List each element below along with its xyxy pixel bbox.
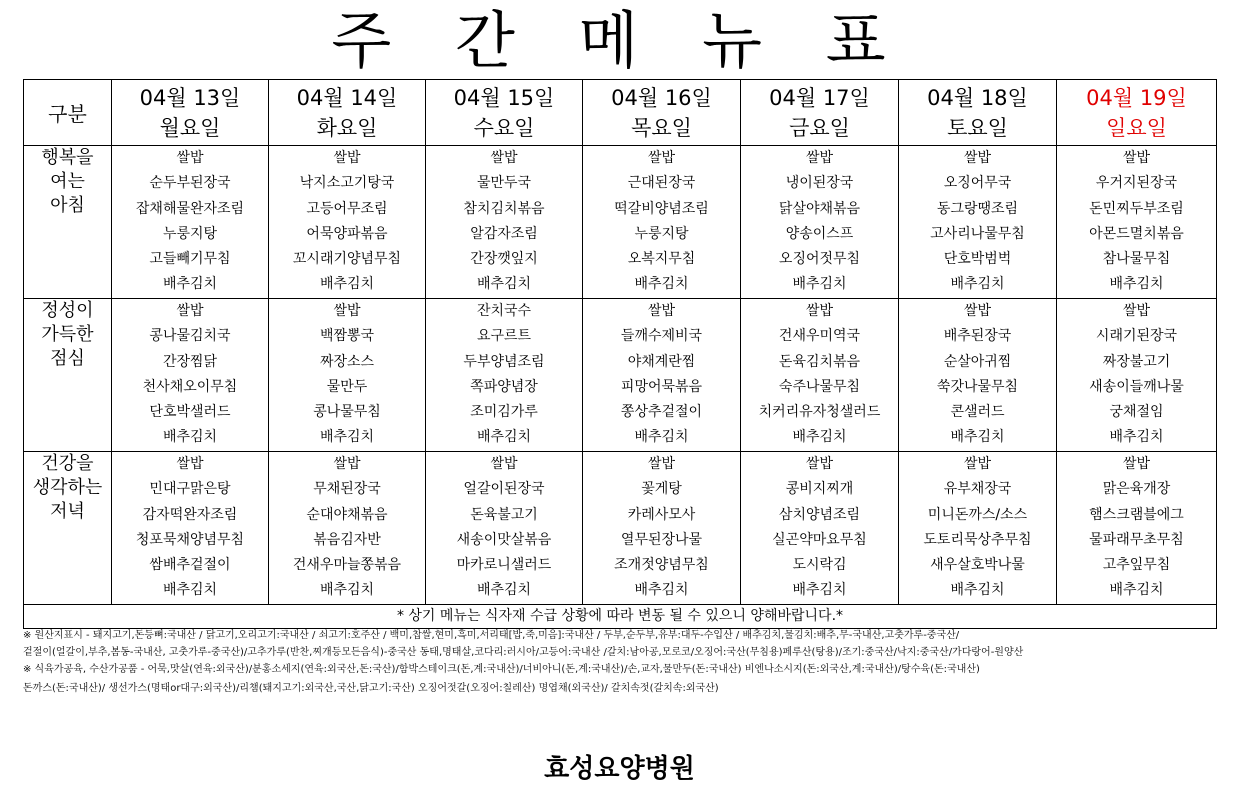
menu-item: 배추김치 [319,276,375,293]
breakfast-label [24,146,112,299]
note-row [24,605,1217,629]
day-name: 토요일 [947,116,1008,140]
menu-item: 고들빼기무침 [149,251,231,268]
meal-label-line: 가득한 [41,324,94,345]
menu-item: 간장찜닭 [162,353,218,370]
menu-item: 쌀밥 [176,456,204,472]
menu-item: 쌈배추겉절이 [149,557,231,574]
menu-item: 콘샐러드 [950,404,1005,421]
menu-item: 아몬드멸치볶음 [1089,225,1184,242]
menu-item: 꽃게탕 [641,481,682,498]
meal-label-line: 점심 [50,348,85,369]
menu-item: 쌀밥 [333,456,361,472]
menu-item: 단호박범벅 [943,251,1012,268]
menu-item: 쪽파양념장 [470,378,538,395]
menu-item: 새송이맛살볶음 [456,531,552,548]
breakfast-row [24,146,1217,299]
menu-item: 실곤약마요무침 [772,531,867,548]
menu-item: 오복지무침 [627,251,696,268]
menu-item: 햄스크램블에그 [1089,506,1184,523]
menu-item: 쌀밥 [333,150,361,166]
menu-item: 배추김치 [1109,429,1164,446]
menu-item: 쌀밥 [647,303,676,319]
menu-item: 야채계란찜 [627,353,696,370]
menu-item: 콩비지찌개 [785,481,854,498]
lunch-menu-cell [583,299,741,452]
menu-item: 냉이된장국 [785,175,854,192]
dinner-menu-cell [741,452,899,605]
menu-item: 순두부된장국 [149,175,231,192]
menu-item: 누룽지탕 [634,225,689,242]
menu-item: 누룽지탕 [162,225,218,242]
day-date: 04월 13일 [139,86,241,110]
menu-item: 배추김치 [162,429,218,446]
menu-item: 볶음김자반 [313,531,381,548]
menu-item: 고등어무조림 [306,200,388,217]
menu-item: 배추김치 [1109,276,1164,293]
menu-item: 배추김치 [950,582,1005,599]
menu-item: 배추김치 [634,429,689,446]
menu-item: 알감자조림 [470,225,538,242]
menu-item: 꼬시래기양념무침 [292,251,402,268]
menu-item: 삼치양념조림 [778,506,861,523]
menu-item: 근대된장국 [627,175,696,192]
day-date: 04월 14일 [296,86,398,110]
origin-line: 돈까스(돈:국내산)/ 생선가스(명태or대구:외국산)/리챔(돼지고기:외국산,국산,닭고기:국산) 오징어젓갈(오징어:칠레산) 명엽채(외국산)/ 갈치속젓(갈치속:외국산) [23,683,719,694]
day-name: 목요일 [631,116,692,140]
day-name: 일요일 [1106,116,1167,140]
breakfast-menu-cell [583,146,741,299]
menu-item: 돈육김치볶음 [778,353,861,370]
menu-item: 배추김치 [792,276,847,293]
menu-item: 순살아귀찜 [943,353,1012,370]
menu-item: 시래기된장국 [1095,328,1178,345]
meal-label-line: 정성이 [41,300,94,321]
day-date: 04월 19일 [1086,86,1187,110]
menu-item: 우거지된장국 [1095,175,1178,192]
menu-item: 동그랑땡조림 [936,200,1019,217]
menu-item: 배추김치 [1109,582,1164,599]
header-row [24,80,1217,146]
menu-item: 양송이스프 [785,225,854,242]
menu-item: 돈육불고기 [470,506,538,523]
menu-item: 두부양념조림 [463,353,545,370]
meal-label-line: 건강을 [41,453,94,474]
menu-item: 배추김치 [476,429,532,446]
menu-item: 배추김치 [634,276,689,293]
menu-item: 천사채오이무침 [142,378,238,395]
menu-item: 새송이들깨나물 [1089,378,1184,395]
menu-item: 건새우미역국 [778,328,861,345]
menu-item: 배추된장국 [943,328,1012,345]
menu-item: 감자떡완자조림 [142,506,238,523]
origin-line: 겉절이(얼갈이,부추,봄동-국내산, 고춧가루-중국산)/고추가루(반찬,찌개등모든음식)-중국산 동태,명태살,코다리:러시아/고등어:국내산 /갈치:남아공,모로코/오징어:국산(무침용)페루산(탕용)/조기:중국산/낙지:중국산/가다랑어-원양산 [23,647,1024,658]
menu-item: 쌀밥 [963,456,992,472]
menu-item: 오징어젓무침 [778,251,861,268]
lunch-menu-cell [112,299,269,452]
day-header-holiday [1057,80,1217,146]
category-header: 구분 [24,80,112,146]
day-date: 04월 16일 [611,86,712,110]
menu-item: 새우살호박나물 [930,557,1025,574]
lunch-menu-cell [741,299,899,452]
dinner-menu-cell [112,452,269,605]
menu-item: 배추김치 [792,582,847,599]
day-date: 04월 18일 [927,86,1028,110]
lunch-menu-cell [426,299,583,452]
breakfast-menu-cell [269,146,426,299]
menu-item: 짜장소스 [319,353,375,370]
menu-item: 쑥갓나물무침 [936,378,1019,395]
menu-item: 쌀밥 [490,456,518,472]
menu-item: 열무된장나물 [620,531,703,548]
menu-item: 떡갈비양념조림 [614,200,709,217]
day-header [741,80,899,146]
lunch-menu-cell [269,299,426,452]
menu-item: 배추김치 [476,582,532,599]
dinner-label [24,452,112,605]
menu-item: 배추김치 [950,429,1005,446]
menu-item: 쫑상추겉절이 [620,404,703,421]
page-title: 주 간 메 뉴 표 [331,4,908,77]
menu-item: 마카로니샐러드 [456,557,552,574]
menu-item: 요구르트 [476,328,532,345]
day-name: 수요일 [473,116,535,140]
lunch-row [24,299,1217,452]
menu-item: 맑은육개장 [1102,481,1171,498]
meal-label-line: 행복을 [41,147,94,168]
menu-item: 짜장불고기 [1102,353,1171,370]
menu-item: 고추잎무침 [1102,557,1171,574]
menu-item: 쌀밥 [333,303,361,319]
day-date: 04월 15일 [453,86,555,110]
meal-label-line: 저녁 [50,501,85,522]
menu-item: 콩나물김치국 [149,328,231,345]
menu-item: 들깨수제비국 [620,328,703,345]
dinner-menu-cell [583,452,741,605]
menu-item: 얼갈이된장국 [463,481,545,498]
menu-change-note: * 상기 메뉴는 식자재 수급 상황에 따라 변동 될 수 있으니 양해바랍니다.* [24,605,1217,629]
menu-item: 오징어무국 [943,175,1012,192]
menu-item: 참나물무침 [1102,251,1171,268]
menu-item: 쌀밥 [963,303,992,319]
menu-item: 물만두국 [476,175,532,192]
menu-item: 피망어묵볶음 [620,378,703,395]
menu-item: 배추김치 [950,276,1005,293]
menu-item: 참치김치볶음 [463,200,545,217]
menu-item: 돈민찌두부조림 [1089,200,1184,217]
lunch-label [24,299,112,452]
menu-item: 숙주나물무침 [778,378,861,395]
origin-line: ※ 식육가공육, 수산가공품 - 어묵,맛살(연육:외국산)/분홍소세지(연육:외국산,돈:국산)/함박스테이크(돈,계:국내산)/너비아니(돈,계:국내산)/손,교자,물만두(돈:국내산) 비엔나소시지(돈:외국산,계:국내산)/탕수육(돈:국내산) [23,664,980,675]
menu-item: 쌀밥 [805,150,834,166]
day-name: 월요일 [159,116,221,140]
menu-item: 도토리묵상추무침 [923,531,1032,548]
day-header [426,80,583,146]
weekly-menu-table [23,79,1217,629]
menu-item: 무채된장국 [313,481,381,498]
menu-item: 낙지소고기탕국 [299,175,395,192]
breakfast-menu-cell [899,146,1057,299]
menu-item: 카레사모사 [627,506,696,523]
menu-item: 쌀밥 [805,456,834,472]
breakfast-menu-cell [1057,146,1217,299]
menu-item: 배추김치 [162,582,218,599]
day-header [899,80,1057,146]
menu-item: 쌀밥 [1122,150,1151,166]
day-date: 04월 17일 [769,86,870,110]
menu-item: 민대구맑은탕 [149,481,231,498]
menu-item: 궁채절임 [1109,404,1164,421]
menu-item: 청포묵채양념무침 [135,531,245,548]
menu-item: 건새우마늘쫑볶음 [292,557,402,574]
day-name: 금요일 [789,116,850,140]
menu-item: 쌀밥 [176,150,204,166]
menu-item: 쌀밥 [1122,303,1151,319]
menu-item: 닭살야채볶음 [778,200,861,217]
menu-item: 어묵양파볶음 [306,225,388,242]
menu-item: 물만두 [326,378,368,395]
breakfast-menu-cell [112,146,269,299]
origin-line: ※ 원산지표시 - 돼지고기,돈등뼈:국내산 / 닭고기,오리고기:국내산 / 쇠고기:호주산 / 백미,찹쌀,현미,흑미,서리태[밥,죽,미음]:국내산 / 두부,순두부,유부:대두-수입산 / 배추김치,물김치:배추,무-국내산,고춧가루-중국산/ [23,630,960,641]
menu-item: 잔치국수 [476,303,532,319]
menu-item: 고사리나물무침 [930,225,1025,242]
menu-item: 쌀밥 [647,456,676,472]
day-header [112,80,269,146]
lunch-menu-cell [899,299,1057,452]
meal-label-line: 여는 [50,171,85,192]
menu-item: 도시락김 [792,557,847,574]
menu-item: 쌀밥 [805,303,834,319]
menu-item: 쌀밥 [1122,456,1151,472]
menu-item: 배추김치 [319,429,375,446]
menu-item: 배추김치 [476,276,532,293]
menu-item: 미니돈까스/소스 [927,506,1028,523]
menu-item: 단호박샐러드 [149,404,231,421]
day-header [583,80,741,146]
lunch-menu-cell [1057,299,1217,452]
breakfast-menu-cell [426,146,583,299]
menu-item: 간장깻잎지 [470,251,538,268]
hospital-name: 효성요양병원 [544,754,695,784]
menu-item: 유부채장국 [943,481,1012,498]
menu-item: 배추김치 [634,582,689,599]
menu-item: 쌀밥 [963,150,992,166]
meal-label-line: 생각하는 [32,477,103,498]
day-name: 화요일 [316,116,378,140]
menu-item: 백짬뽕국 [319,328,375,345]
menu-item: 콩나물무침 [313,404,381,421]
dinner-menu-cell [899,452,1057,605]
menu-item: 조개젓양념무침 [614,557,709,574]
menu-item: 쌀밥 [490,150,518,166]
menu-item: 쌀밥 [647,150,676,166]
dinner-menu-cell [269,452,426,605]
menu-item: 배추김치 [162,276,218,293]
menu-item: 물파래무초무침 [1089,531,1184,548]
meal-label-line: 아침 [50,195,85,216]
menu-item: 쌀밥 [176,303,204,319]
dinner-menu-cell [426,452,583,605]
day-header [269,80,426,146]
menu-item: 잡채해물완자조림 [135,200,245,217]
menu-item: 조미김가루 [470,404,538,421]
menu-item: 배추김치 [319,582,375,599]
menu-item: 순대야채볶음 [306,506,388,523]
menu-item: 배추김치 [792,429,847,446]
dinner-row [24,452,1217,605]
dinner-menu-cell [1057,452,1217,605]
breakfast-menu-cell [741,146,899,299]
menu-item: 치커리유자청샐러드 [758,404,881,421]
